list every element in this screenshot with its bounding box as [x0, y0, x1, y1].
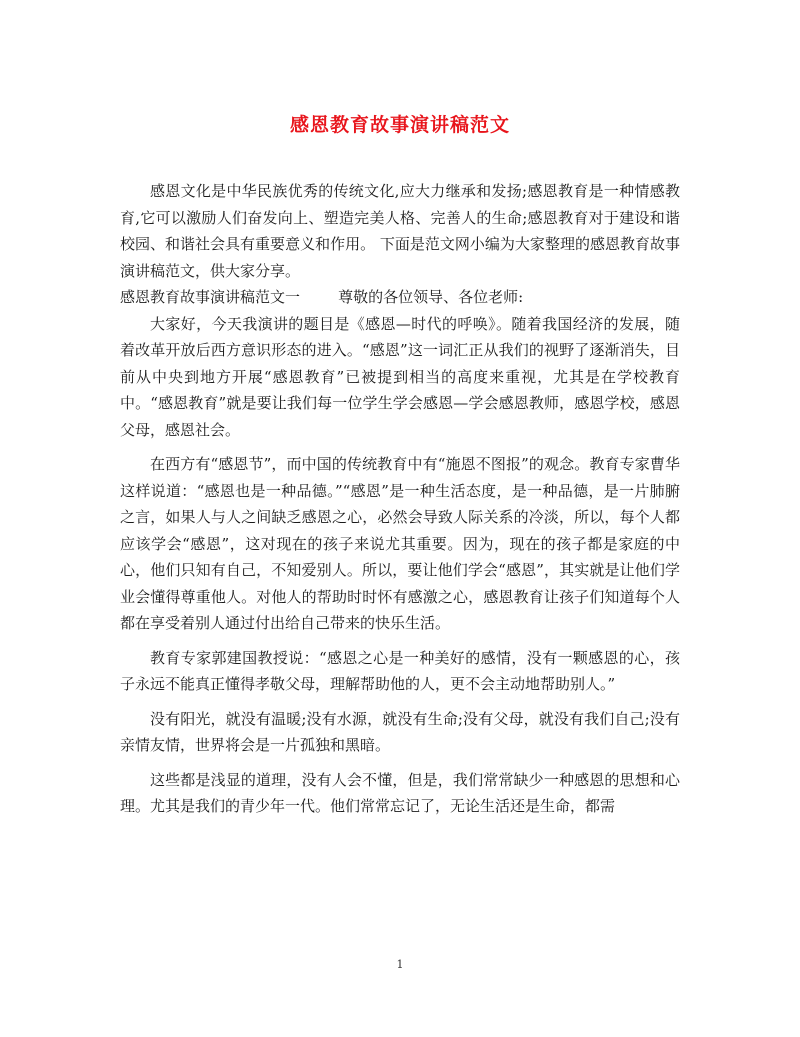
document-body — [120, 178, 680, 820]
section-heading: 感恩教育故事演讲稿范文一 — [120, 288, 301, 306]
section-heading-line — [120, 284, 680, 311]
body-paragraph: 在西方有“感恩节”，而中国的传统教育中有“施恩不图报”的观念。教育专家曹华这样说道：“感恩也是一种品德。”“感恩”是一种生活态度，是一种品德，是一片肺腑之言，如果人与人之间缺乏感恩之心，必然会导致人际关系的冷淡，所以，每个人都应该学会“感恩”，这对现在的孩子来说尤其重要。因为，现在的孩子都是家庭的中心，他们只知有自己，不知爱别人。所以，要让他们学会“感恩”，其实就是让他们学业会懂得尊重他人。对他人的帮助时时怀有感激之心，感恩教育让孩子们知道每个人都在享受着别人通过付出给自己带来的快乐生活。 — [120, 455, 680, 632]
body-paragraph: 教育专家郭建国教授说：“感恩之心是一种美好的感情，没有一颗感恩的心，孩子永远不能真正懂得孝敬父母，理解帮助他的人，更不会主动地帮助别人。” — [120, 648, 680, 693]
body-paragraph: 这些都是浅显的道理，没有人会不懂，但是，我们常常缺少一种感恩的思想和心理。尤其是我们的青少年一代。他们常常忘记了，无论生活还是生命，都需 — [120, 770, 680, 815]
salutation: 尊敬的各位领导、各位老师: — [338, 288, 524, 306]
body-paragraph: 大家好，今天我演讲的题目是《感恩—时代的呼唤》。随着我国经济的发展，随着改革开放后西方意识形态的进入。“感恩”这一词汇正从我们的视野了逐渐消失，目前从中央到地方开展“感恩教育”已被提到相当的高度来重视，尤其是在学校教育中。“感恩教育”就是要让我们每一位学生学会感恩—学会感恩教师，感恩学校，感恩父母，感恩社会。 — [120, 314, 680, 439]
body-paragraph: 没有阳光，就没有温暖;没有水源，就没有生命;没有父母，就没有我们自己;没有亲情友情，世界将会是一片孤独和黑暗。 — [120, 709, 680, 754]
document-title: 感恩教育故事演讲稿范文 — [289, 114, 510, 136]
page-number: 1 — [396, 958, 404, 971]
intro-paragraph: 感恩文化是中华民族优秀的传统文化,应大力继承和发扬;感恩教育是一种情感教育,它可以激励人们奋发向上、塑造完美人格、完善人的生命;感恩教育对于建设和谐校园、和谐社会具有重要意义和作用。 下面是范文网小编为大家整理的感恩教育故事演讲稿范文，供大家分享。 — [120, 182, 680, 280]
